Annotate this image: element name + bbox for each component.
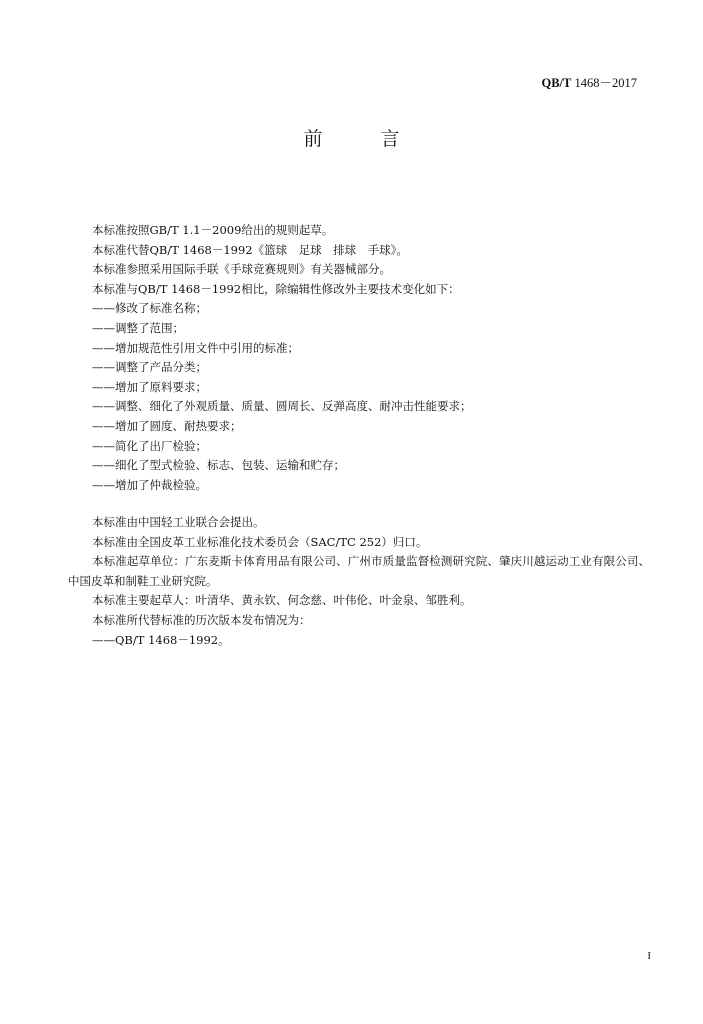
history-item: ——QB/T 1468－1992。 (92, 632, 230, 647)
paragraph-changes-intro: 本标准与QB/T 1468－1992相比，除编辑性修改外主要技术变化如下： (92, 281, 460, 296)
page-title: 前 言 (303, 128, 426, 150)
foreword-section-organization (68, 513, 650, 650)
change-item: ——简化了出厂检验； (92, 438, 207, 453)
paragraph-proposed-by: 本标准由中国轻工业联合会提出。 (92, 515, 265, 529)
change-item: ——调整了产品分类； (92, 360, 207, 375)
paragraph-replaces: 本标准代替QB/T 1468－1992《篮球 足球 排球 手球》。 (92, 242, 408, 257)
change-item: ——调整、细化了外观质量、质量、圆周长、反弹高度、耐冲击性能要求； (92, 399, 472, 414)
change-item: ——增加了仲裁检验。 (92, 477, 207, 492)
change-item: ——增加了原料要求； (92, 379, 207, 394)
paragraph-drafting-rules: 本标准按照GB/T 1.1－2009给出的规则起草。 (92, 223, 334, 237)
page-number: I (647, 950, 651, 962)
change-item: ——增加规范性引用文件中引用的标准； (92, 340, 299, 355)
paragraph-managed-by: 本标准由全国皮革工业标准化技术委员会（SAC/TC 252）归口。 (92, 534, 428, 549)
change-item: ——细化了型式检验、标志、包装、运输和贮存； (92, 458, 345, 473)
standard-number: 1468－2017 (574, 76, 637, 90)
paragraph-history-intro: 本标准所代替标准的历次版本发布情况为： (92, 612, 311, 627)
standard-prefix: QB/T (541, 76, 572, 90)
paragraph-references: 本标准参照采用国际手联《手球竞赛规则》有关器械部分。 (92, 262, 391, 277)
paragraph-drafters: 本标准主要起草人：叶清华、黄永钦、何念慈、叶伟伦、叶金泉、邹胜利。 (92, 593, 472, 608)
change-item: ——增加了圆度、耐热要求； (92, 418, 242, 433)
paragraph-drafting-units: 本标准起草单位：广东麦斯卡体育用品有限公司、广州市质量监督检测研究院、肇庆川越运动工业有限公司、中国皮革和制鞋工业研究院。 (68, 554, 650, 588)
change-item: ——修改了标准名称； (92, 301, 207, 316)
foreword-section-technical (68, 221, 650, 495)
standard-code (541, 73, 637, 91)
change-item: ——调整了范围； (92, 320, 184, 335)
